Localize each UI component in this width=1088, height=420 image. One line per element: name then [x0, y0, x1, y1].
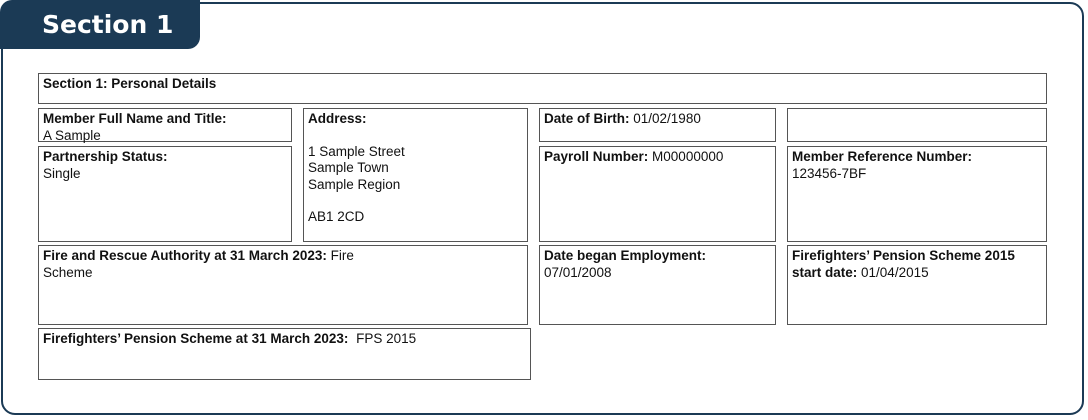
address-line-1: 1 Sample Street — [308, 143, 405, 159]
fps-at-2023-field — [38, 328, 531, 380]
date-of-birth-value: 01/02/1980 — [633, 111, 701, 126]
payroll-number-value: M00000000 — [652, 149, 724, 164]
date-of-birth-label: Date of Birth: — [544, 111, 630, 126]
date-of-birth-field — [539, 108, 776, 142]
fire-rescue-authority-field — [38, 245, 528, 325]
fps-at-2023-value: FPS 2015 — [356, 331, 417, 346]
section-tab: Section 1 — [0, 0, 200, 49]
address-field — [303, 108, 528, 242]
address-label: Address: — [308, 111, 367, 126]
address-line-2: Sample Town — [308, 160, 389, 175]
address-line-3: Sample Region — [308, 176, 401, 192]
fps-2015-start-label: Firefighters’ Pension Scheme 2015 start date: — [792, 248, 1015, 280]
address-postcode: AB1 2CD — [308, 209, 365, 224]
member-name-label: Member Full Name and Title: — [43, 111, 227, 126]
fps-2015-start-field — [787, 245, 1047, 325]
fire-rescue-authority-value: Fire Scheme — [43, 248, 354, 280]
member-name-value: A Sample — [43, 127, 101, 143]
payroll-number-field — [539, 146, 776, 242]
section-header — [38, 73, 1047, 104]
payroll-number-label: Payroll Number: — [544, 149, 649, 164]
member-reference-value: 123456-7BF — [792, 165, 867, 181]
member-name-field — [38, 108, 292, 142]
employment-start-label: Date began Employment: — [544, 248, 707, 263]
member-reference-label: Member Reference Number: — [792, 149, 973, 164]
employment-start-value: 07/01/2008 — [544, 264, 612, 280]
fps-at-2023-label: Firefighters’ Pension Scheme at 31 March 2023: — [43, 331, 349, 346]
empty-field — [787, 108, 1047, 142]
member-reference-field — [787, 146, 1047, 242]
section-header-title: Section 1: Personal Details — [43, 76, 217, 91]
employment-start-field — [539, 245, 776, 325]
partnership-status-field — [38, 146, 292, 242]
fire-rescue-authority-label: Fire and Rescue Authority at 31 March 2023: — [43, 248, 327, 263]
partnership-status-value: Single — [43, 165, 81, 181]
fps-2015-start-value: 01/04/2015 — [861, 264, 929, 280]
partnership-status-label: Partnership Status: — [43, 149, 168, 164]
